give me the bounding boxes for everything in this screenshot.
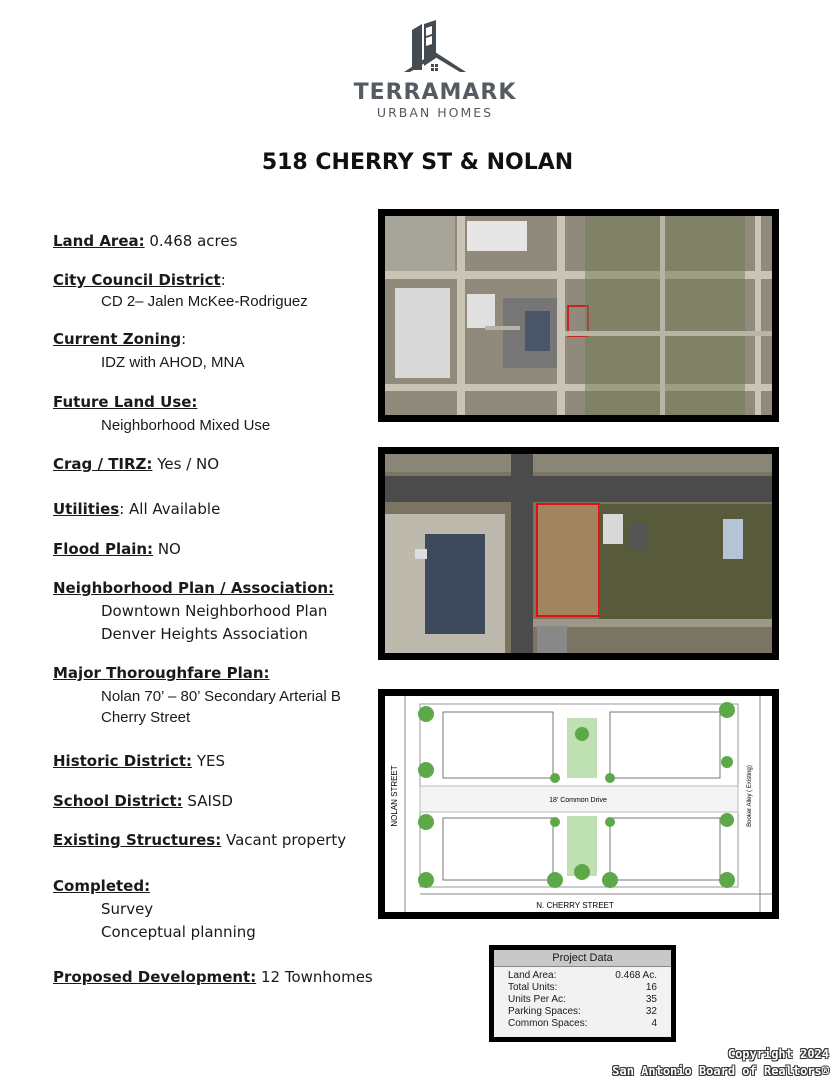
row-label: Common Spaces: [508, 1018, 588, 1029]
copyright-line-2: San Antonio Board of Realtors® [612, 1064, 829, 1078]
flood-row [53, 540, 181, 558]
nplan-label: Neighborhood Plan / Association: [53, 579, 335, 597]
future-row [53, 393, 197, 411]
project-data-row [494, 982, 671, 994]
land-area-row [53, 232, 237, 250]
structures-value: Vacant property [221, 831, 347, 849]
proposed-row [53, 968, 373, 986]
proposed-label: Proposed Development: [53, 968, 257, 986]
land-area-label: Land Area: [53, 232, 145, 250]
building-logo-icon [400, 20, 470, 76]
aerial-map-close [378, 447, 779, 660]
council-value: CD 2– Jalen McKee-Rodriguez [101, 293, 308, 310]
land-area-value: 0.468 acres [144, 232, 238, 250]
crag-value: Yes / NO [152, 455, 220, 473]
cherry-street-label: N. CHERRY STREET [536, 901, 614, 910]
thoroughfare-row [53, 664, 270, 682]
flood-value: NO [153, 540, 181, 558]
nplan-value-2: Denver Heights Association [101, 625, 308, 643]
row-value: 0.468 Ac. [615, 970, 657, 981]
project-data-row [494, 1018, 671, 1030]
nolan-street-label: NOLAN STREET [390, 765, 399, 827]
utilities-row [53, 500, 220, 518]
terramark-logo [340, 20, 530, 132]
page-title: 518 CHERRY ST & NOLAN [261, 150, 574, 175]
zoning-colon: : [181, 330, 187, 348]
historic-value: YES [192, 752, 225, 770]
crag-row [53, 455, 219, 473]
crag-label: Crag / TIRZ: [53, 455, 153, 473]
historic-label: Historic District: [53, 752, 193, 770]
copyright-watermark [612, 1046, 829, 1080]
completed-value-1: Survey [101, 900, 154, 918]
row-label: Units Per Ac: [508, 994, 566, 1005]
row-label: Parking Spaces: [508, 1006, 581, 1017]
project-data-table [489, 945, 676, 1042]
nplan-value-1: Downtown Neighborhood Plan [101, 602, 328, 620]
future-value: Neighborhood Mixed Use [101, 417, 271, 434]
thoroughfare-value-2: Cherry Street [101, 709, 191, 726]
council-colon: : [220, 271, 226, 289]
row-value: 16 [645, 982, 657, 993]
school-row [53, 792, 233, 810]
row-value: 4 [651, 1018, 657, 1029]
zoning-row [53, 330, 186, 348]
zoning-label: Current Zoning [53, 330, 182, 348]
council-label: City Council District [53, 271, 221, 289]
proposed-value: 12 Townhomes [256, 968, 373, 986]
utilities-label: Utilities [53, 500, 120, 518]
thoroughfare-value-1: Nolan 70’ – 80’ Secondary Arterial B [101, 688, 341, 705]
zoning-value: IDZ with AHOD, MNA [101, 354, 245, 371]
project-data-row [494, 1006, 671, 1018]
future-label: Future Land Use: [53, 393, 198, 411]
flood-label: Flood Plain: [53, 540, 154, 558]
thoroughfare-label: Major Thoroughfare Plan: [53, 664, 270, 682]
project-data-row [494, 994, 671, 1006]
structures-row [53, 831, 346, 849]
council-row [53, 271, 226, 289]
completed-row [53, 877, 150, 895]
school-label: School District: [53, 792, 183, 810]
common-drive-label: 18' Common Drive [549, 797, 607, 804]
row-value: 35 [645, 994, 657, 1005]
booker-alley-label: Booker Alley ( Existing) [747, 765, 753, 827]
utilities-value: All Available [124, 500, 221, 518]
utilities-colon: : [119, 500, 125, 518]
row-label: Land Area: [508, 970, 557, 981]
school-value: SAISD [182, 792, 233, 810]
historic-row [53, 752, 225, 770]
copyright-line-1: Copyright 2024 [727, 1047, 829, 1061]
project-data-heading: Project Data [494, 950, 671, 967]
aerial-map-wide [378, 209, 779, 422]
site-plan [378, 689, 779, 919]
completed-label: Completed: [53, 877, 151, 895]
completed-value-2: Conceptual planning [101, 923, 256, 941]
brand-tagline: URBAN HOMES [376, 105, 494, 120]
structures-label: Existing Structures: [53, 831, 222, 849]
nplan-row [53, 579, 334, 597]
brand-name: TERRAMARK [353, 80, 517, 105]
row-value: 32 [645, 1006, 657, 1017]
row-label: Total Units: [508, 982, 558, 993]
project-data-row [494, 970, 671, 982]
